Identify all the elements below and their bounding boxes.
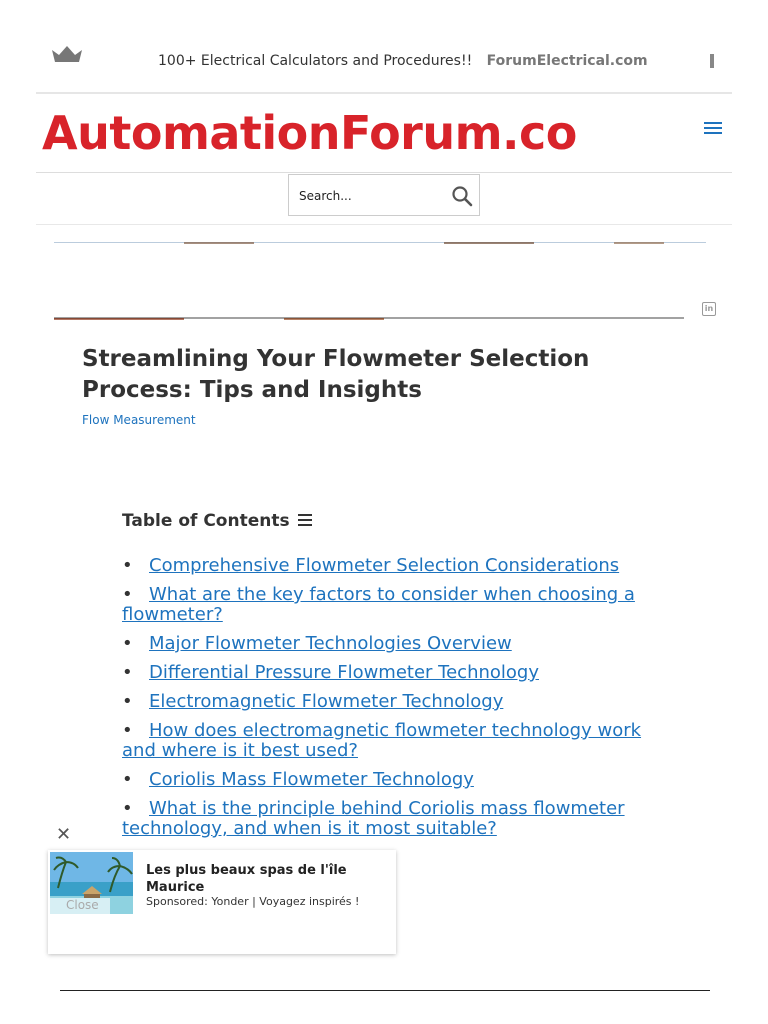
toc-link[interactable]: Coriolis Mass Flowmeter Technology [149, 769, 474, 790]
promo-link[interactable] [158, 53, 648, 69]
search-input[interactable] [299, 187, 439, 205]
crown-icon [50, 44, 84, 64]
toc-item: • How does electromagnetic flowmeter technology work and where is it best used? [122, 720, 642, 761]
ad-dismiss-icon[interactable]: ✕ [56, 824, 72, 845]
toc-list [122, 556, 642, 848]
promo-text: 100+ Electrical Calculators and Procedures!! [158, 53, 473, 69]
ad-close-button[interactable]: Close [50, 898, 110, 914]
linkedin-icon[interactable]: in [702, 302, 716, 316]
ad-sponsor: Sponsored: Yonder | Voyagez inspirés ! [146, 895, 360, 908]
toc-item: • What are the key factors to consider when choosing a flowmeter? [122, 584, 635, 625]
site-logo[interactable]: AutomationForum.co [42, 106, 577, 160]
toc-toggle-icon[interactable] [298, 514, 312, 528]
toc-link[interactable]: Major Flowmeter Technologies Overview [149, 633, 512, 654]
toc-link[interactable]: Differential Pressure Flowmeter Technology [149, 662, 539, 683]
toc-link[interactable]: What is the principle behind Coriolis mass flowmeter technology, and when is it most suitable? [122, 798, 625, 839]
toc-link[interactable]: How does electromagnetic flowmeter technology work and where is it best used? [122, 720, 642, 761]
toc-item: • Differential Pressure Flowmeter Technology [122, 662, 539, 683]
banner-ad[interactable] [54, 242, 706, 320]
ad-title: Les plus beaux spas de l'île Maurice [146, 863, 347, 895]
toc-item: • Major Flowmeter Technologies Overview [122, 633, 512, 654]
promo-brand: ForumElectrical.com [486, 53, 648, 69]
toc-item: • Electromagnetic Flowmeter Technology [122, 691, 504, 712]
toc-link[interactable]: Electromagnetic Flowmeter Technology [149, 691, 504, 712]
toc-item: • What is the principle behind Coriolis mass flowmeter technology, and when is it most suitable? [122, 798, 625, 839]
toc-link[interactable]: Comprehensive Flowmeter Selection Considerations [149, 555, 620, 576]
toc-item: • Coriolis Mass Flowmeter Technology [122, 769, 474, 790]
topbar-close-handle[interactable] [710, 54, 714, 68]
hamburger-menu-icon[interactable] [704, 122, 722, 140]
page-title: Streamlining Your Flowmeter Selection Process: Tips and Insights [82, 346, 590, 403]
site-header [36, 92, 732, 173]
search-row [36, 172, 732, 225]
search-box [288, 174, 480, 216]
toc-item: • Comprehensive Flowmeter Selection Considerations [122, 555, 620, 576]
top-promo-bar [36, 30, 732, 94]
search-icon[interactable] [451, 185, 473, 207]
category-link[interactable]: Flow Measurement [82, 413, 196, 427]
toc-heading: Table of Contents [122, 511, 290, 531]
sponsored-ad-card[interactable] [48, 850, 396, 954]
toc-link[interactable]: What are the key factors to consider when choosing a flowmeter? [122, 584, 635, 625]
bottom-divider [60, 990, 710, 991]
